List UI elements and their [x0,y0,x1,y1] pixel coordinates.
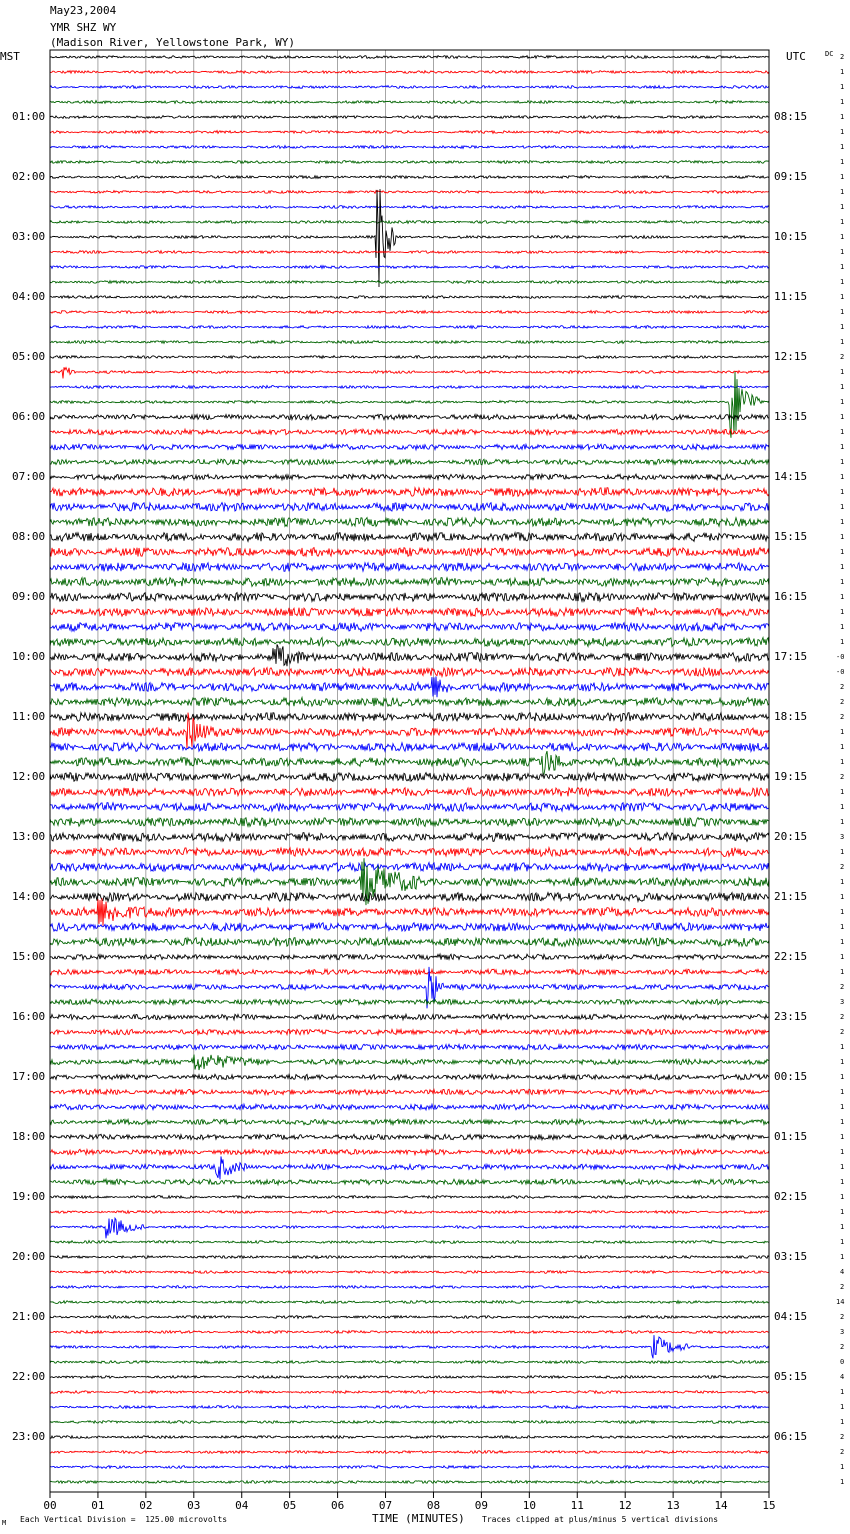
trace-17 [50,311,769,314]
trace-31 [50,518,769,527]
right-hour-label: 21:15 [774,890,808,903]
dc-offset-label: 1 [840,1043,845,1051]
dc-offset-label: 1 [840,1073,845,1081]
dc-offset-label: 14 [836,1298,845,1306]
trace-68 [50,1074,769,1080]
trace-28 [50,474,769,480]
dc-offset-label: 1 [840,533,845,541]
x-tick-label-14: 14 [714,1499,728,1512]
right-hour-label: 00:15 [774,1070,808,1083]
dc-offset-label: 2 [840,1013,845,1021]
right-hour-label: 17:15 [774,650,808,663]
left-hour-label: 13:00 [12,830,46,843]
dc-offset-label: 1 [840,278,845,286]
trace-57 [50,898,769,926]
trace-47 [50,751,769,774]
clip-note: Traces clipped at plus/minus 5 vertical divisions [482,1515,719,1524]
trace-70 [50,1104,769,1110]
dc-offset-label: 1 [840,383,845,391]
trace-54 [50,863,769,872]
trace-22 [50,386,769,389]
left-hour-label: 21:00 [12,1310,46,1323]
trace-80 [50,1256,769,1259]
left-hour-label: 22:00 [12,1370,46,1383]
trace-27 [50,459,769,465]
left-hour-label: 05:00 [12,350,46,363]
dc-offset-label: 1 [840,98,845,106]
dc-offset-label: 1 [840,1088,845,1096]
x-tick-label-05: 05 [283,1499,297,1512]
trace-93 [50,1451,769,1454]
dc-offset-label: 1 [840,1463,845,1471]
left-hour-label: 20:00 [12,1250,46,1263]
dc-offset-label: -0 [836,668,845,676]
dc-offset-label: 2 [840,983,845,991]
trace-1 [50,71,769,74]
right-hour-label: 15:15 [774,530,808,543]
dc-offset-label: 2 [840,698,845,706]
trace-32 [50,533,769,542]
trace-67 [50,1055,769,1071]
trace-53 [50,848,769,857]
dc-offset-label: 1 [840,1208,845,1216]
trace-51 [50,818,769,827]
dc-offset-label: 1 [840,908,845,916]
trace-87 [50,1361,769,1364]
dc-offset-label: 1 [840,173,845,181]
trace-6 [50,146,769,149]
trace-7 [50,161,769,164]
dc-offset-label: 1 [840,743,845,751]
dc-offset-label: 1 [840,578,845,586]
trace-14 [50,266,769,269]
trace-58 [50,923,769,932]
trace-23 [50,372,769,438]
trace-19 [50,341,769,344]
trace-95 [50,1481,769,1484]
trace-85 [50,1331,769,1334]
dc-offset-label: 1 [840,1193,845,1201]
trace-63 [50,999,769,1005]
corner-mark: M [2,1519,7,1527]
dc-offset-label: 1 [840,1418,845,1426]
right-hour-label: 14:15 [774,470,808,483]
dc-offset-label: 1 [840,548,845,556]
trace-11 [50,221,769,224]
dc-offset-label: 1 [840,218,845,226]
x-tick-label-13: 13 [666,1499,680,1512]
dc-offset-label: 1 [840,878,845,886]
left-hour-label: 08:00 [12,530,46,543]
dc-offset-label: 1 [840,443,845,451]
trace-94 [50,1466,769,1469]
dc-offset-label: 1 [840,848,845,856]
dc-offset-label: 1 [840,413,845,421]
dc-offset-label: 1 [840,1238,845,1246]
dc-offset-label: 1 [840,503,845,511]
dc-offset-label: 1 [840,968,845,976]
trace-30 [50,503,769,512]
header-location: (Madison River, Yellowstone Park, WY) [50,36,296,49]
dc-offset-label: 1 [840,803,845,811]
trace-69 [50,1089,769,1095]
left-hour-label: 11:00 [12,710,46,723]
trace-84 [50,1316,769,1319]
trace-4 [50,116,769,119]
trace-76 [50,1196,769,1199]
x-tick-label-01: 01 [91,1499,105,1512]
right-hour-label: 03:15 [774,1250,808,1263]
trace-21 [50,367,769,378]
trace-0 [50,56,769,59]
right-hour-label: 10:15 [774,230,808,243]
left-hour-label: 10:00 [12,650,46,663]
dc-offset-label: 1 [840,1403,845,1411]
dc-offset-label: 1 [840,953,845,961]
right-hour-label: 05:15 [774,1370,808,1383]
dc-offset-label: 1 [840,263,845,271]
left-hour-label: 03:00 [12,230,46,243]
dc-offset-label: 1 [840,308,845,316]
dc-label: DC [825,50,834,58]
trace-50 [50,803,769,812]
left-hour-label: 17:00 [12,1070,46,1083]
dc-offset-label: 1 [840,728,845,736]
header-station: YMR SHZ WY [50,21,117,34]
dc-offset-label: 1 [840,893,845,901]
trace-81 [50,1271,769,1274]
right-hour-label: 01:15 [774,1130,808,1143]
trace-10 [50,206,769,209]
trace-43 [50,698,769,707]
dc-offset-label: 2 [840,353,845,361]
scale-note: Each Vertical Division = 125.00 microvolts [20,1515,228,1524]
right-hour-label: 04:15 [774,1310,808,1323]
dc-offset-label: 1 [840,818,845,826]
left-hour-label: 18:00 [12,1130,46,1143]
right-hour-label: 02:15 [774,1190,808,1203]
x-tick-label-08: 08 [426,1499,441,1512]
dc-offset-label: 1 [840,1118,845,1126]
dc-offset-label: 1 [840,1103,845,1111]
left-hour-label: 01:00 [12,110,46,123]
dc-offset-label: 1 [840,1253,845,1261]
dc-offset-label: 1 [840,1478,845,1486]
trace-60 [50,954,769,960]
dc-offset-label: 1 [840,638,845,646]
dc-offset-label: 3 [840,998,845,1006]
right-hour-label: 09:15 [774,170,808,183]
trace-66 [50,1044,769,1049]
trace-59 [50,938,769,947]
dc-offset-label: 3 [840,833,845,841]
dc-offset-label: 1 [840,368,845,376]
trace-72 [50,1134,769,1139]
trace-26 [50,444,769,450]
trace-20 [50,356,769,359]
trace-65 [50,1029,769,1035]
dc-offset-label: 2 [840,713,845,721]
trace-64 [50,1014,769,1020]
x-axis-title: TIME (MINUTES) [372,1512,465,1525]
trace-34 [50,563,769,572]
x-tick-label-03: 03 [187,1499,201,1512]
trace-33 [50,548,769,557]
dc-offset-label: 1 [840,128,845,136]
right-hour-label: 19:15 [774,770,808,783]
left-hour-label: 23:00 [12,1430,46,1443]
right-hour-label: 13:15 [774,410,808,423]
trace-lines [50,56,769,1484]
x-tick-label-00: 00 [43,1499,57,1512]
trace-92 [50,1436,769,1439]
right-hour-label: 20:15 [774,830,808,843]
dc-offset-label: 1 [840,488,845,496]
dc-offset-label: 1 [840,83,845,91]
dc-offset-label: 4 [840,1373,845,1381]
x-tick-label-06: 06 [330,1499,345,1512]
trace-16 [50,296,769,299]
dc-offset-label: 1 [840,68,845,76]
left-hour-label: 14:00 [12,890,46,903]
dc-offset-label: 2 [840,1448,845,1456]
left-hour-label: 06:00 [12,410,46,423]
trace-52 [50,833,769,842]
x-tick-label-04: 04 [235,1499,249,1512]
right-hour-label: 23:15 [774,1010,808,1023]
left-hour-label: 12:00 [12,770,46,783]
trace-82 [50,1286,769,1289]
x-tick-label-15: 15 [762,1499,776,1512]
left-axis-label: MST [0,50,20,63]
trace-90 [50,1406,769,1409]
dc-offset-label: 1 [840,563,845,571]
dc-offset-label: 2 [840,1283,845,1291]
right-hour-label: 12:15 [774,350,808,363]
dc-offset-label: 1 [840,1058,845,1066]
dc-offset-label: 1 [840,1163,845,1171]
dc-offset-label: 1 [840,1223,845,1231]
dc-offset-label: 1 [840,923,845,931]
dc-offset-label: 2 [840,1313,845,1321]
left-hour-label: 16:00 [12,1010,46,1023]
trace-77 [50,1211,769,1214]
trace-46 [50,743,769,752]
dc-offset-label: 2 [840,773,845,781]
dc-offset-label: 1 [840,338,845,346]
right-hour-label: 11:15 [774,290,808,303]
dc-offset-label: -0 [836,653,845,661]
trace-88 [50,1376,769,1379]
right-hour-label: 22:15 [774,950,808,963]
dc-offset-label: 1 [840,113,845,121]
x-tick-label-12: 12 [618,1499,632,1512]
header-date: May23,2004 [50,4,117,17]
dc-offset-label: 3 [840,1328,845,1336]
dc-offset-label: 0 [840,1358,845,1366]
dc-offset-label: 1 [840,788,845,796]
trace-38 [50,623,769,632]
dc-offset-label: 1 [840,938,845,946]
dc-offset-label: 1 [840,233,845,241]
right-hour-label: 08:15 [774,110,808,123]
trace-35 [50,578,769,587]
trace-8 [50,176,769,179]
trace-44 [50,713,769,722]
dc-offset-label: 1 [840,143,845,151]
dc-offset-label: 1 [840,608,845,616]
dc-offset-label: 1 [840,323,845,331]
trace-71 [50,1119,769,1124]
trace-56 [50,893,769,902]
right-hour-label: 16:15 [774,590,808,603]
dc-offset-label: 1 [840,758,845,766]
dc-offset-label: 1 [840,1133,845,1141]
dc-offset-label: 1 [840,593,845,601]
x-tick-label-07: 07 [378,1499,393,1512]
trace-39 [50,638,769,647]
trace-75 [50,1179,769,1185]
dc-offset-label: 1 [840,1148,845,1156]
trace-89 [50,1391,769,1394]
x-tick-label-09: 09 [474,1499,489,1512]
trace-73 [50,1149,769,1154]
dc-offset-label: 1 [840,248,845,256]
trace-29 [50,488,769,497]
trace-3 [50,101,769,104]
dc-offset-label: 1 [840,293,845,301]
trace-42 [50,676,769,697]
dc-offset-label: 2 [840,53,845,61]
dc-offset-label: 1 [840,623,845,631]
trace-61 [50,969,769,975]
dc-offset-label: 4 [840,1268,845,1276]
trace-83 [50,1301,769,1304]
trace-48 [50,773,769,782]
trace-41 [50,668,769,677]
left-hour-label: 02:00 [12,170,46,183]
dc-offset-label: 1 [840,473,845,481]
trace-37 [50,608,769,617]
trace-25 [50,429,769,435]
dc-offset-label: 2 [840,863,845,871]
trace-86 [50,1335,769,1358]
trace-12 [50,189,769,287]
left-hour-label: 19:00 [12,1190,46,1203]
trace-24 [50,414,769,419]
right-hour-label: 06:15 [774,1430,808,1443]
trace-9 [50,191,769,194]
dc-offset-label: 1 [840,398,845,406]
trace-2 [50,86,769,89]
x-tick-label-10: 10 [522,1499,536,1512]
dc-offset-label: 1 [840,203,845,211]
trace-15 [50,281,769,284]
trace-74 [50,1156,769,1179]
trace-49 [50,788,769,797]
trace-40 [50,644,769,666]
trace-79 [50,1241,769,1244]
right-hour-label: 18:15 [774,710,808,723]
left-hour-label: 15:00 [12,950,46,963]
left-hour-label: 09:00 [12,590,46,603]
x-tick-label-02: 02 [139,1499,153,1512]
dc-offset-label: 2 [840,1028,845,1036]
dc-offset-label: 2 [840,683,845,691]
trace-18 [50,326,769,329]
dc-offset-label: 1 [840,1178,845,1186]
x-tick-label-11: 11 [570,1499,584,1512]
trace-78 [50,1218,769,1238]
trace-5 [50,131,769,134]
dc-offset-label: 1 [840,158,845,166]
dc-offset-label: 1 [840,428,845,436]
dc-offset-label: 2 [840,1433,845,1441]
trace-91 [50,1421,769,1424]
dc-offset-label: 1 [840,1388,845,1396]
right-axis-label: UTC [786,50,806,63]
trace-36 [50,593,769,602]
dc-offset-label: 1 [840,458,845,466]
dc-offset-label: 2 [840,1343,845,1351]
trace-13 [50,251,769,254]
left-hour-label: 07:00 [12,470,46,483]
dc-offset-label: 1 [840,518,845,526]
left-hour-label: 04:00 [12,290,46,303]
dc-offset-label: 1 [840,188,845,196]
